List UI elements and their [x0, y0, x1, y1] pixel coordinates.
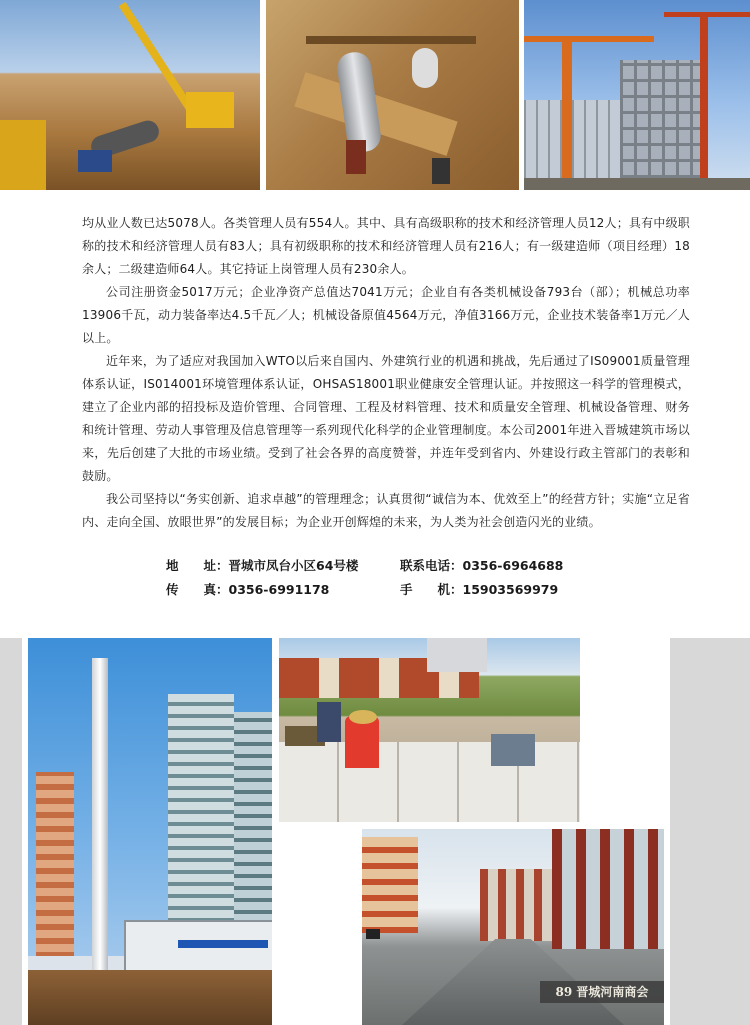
fax-label: 传 真： — [166, 582, 229, 597]
side-panel-right — [670, 638, 750, 1025]
photo-drilling-rig — [28, 638, 272, 1025]
mobile-value: 15903569979 — [462, 582, 559, 597]
phone-value: 0356-6964688 — [462, 558, 564, 573]
photo-tower-cranes-steel-frame — [524, 0, 750, 190]
contact-phone — [400, 556, 563, 574]
photo-new-street — [362, 829, 664, 1025]
side-panel-left — [0, 638, 22, 1025]
paragraph-certification: 近年来，为了适应对我国加入WTO以后来自国内、外建筑行业的机遇和挑战，先后通过了IS09001质量管理体系认证，IS014001环境管理体系认证，OHSAS18001职业健康安全管理认证。并按照这一科学的管理模式，建立了企业内部的招投标及造价管理、合同管理、工程及材料管理、技术和质量安全管理、机械设备管理、财务和统计管理、劳动人事管理及信息管理等一系列现代化科学的企业管理制度。本公司2001年进入晋城建筑市场以来，先后创建了大批的市场业绩。受到了社会各界的高度赞誉，并连年受到省内、外建设行政主管部门的表彰和鼓励。 — [82, 354, 690, 483]
page-number-footer: 89 晋城河南商会 — [540, 981, 664, 1003]
body-text — [82, 212, 690, 534]
photo-paving-workers — [279, 638, 580, 822]
contact-fax — [166, 580, 329, 598]
fax-value: 0356-6991178 — [228, 582, 330, 597]
paragraph-staff: 均从业人数已达5078人。各类管理人员有554人。其中、具有高级职称的技术和经济管理人员12人；具有中级职称的技术和经济管理人员有83人；具有初级职称的技术和经济管理人员有216人；有一级建造师（项目经理）18余人；二级建造师64人。其它持证上岗管理人员有230余人。 — [82, 216, 690, 276]
photo-trench-pipes — [266, 0, 519, 190]
phone-label: 联系电话： — [400, 558, 463, 573]
address-label: 地 址： — [166, 558, 229, 573]
photo-pipeline-excavator — [0, 0, 260, 190]
paragraph-capital: 公司注册资金5017万元；企业净资产总值达7041万元；企业自有各类机械设备793台（部）；机械总功率13906千瓦，动力装备率达4.5千瓦／人；机械设备原值4564万元，净值3166万元，企业技术装备率1万元／人以上。 — [82, 285, 690, 345]
address-value: 晋城市凤台小区64号楼 — [228, 558, 359, 573]
contact-mobile — [400, 580, 558, 598]
mobile-label: 手 机： — [400, 582, 463, 597]
contact-address — [166, 556, 358, 574]
paragraph-philosophy: 我公司坚持以“务实创新、追求卓越”的管理理念；认真贯彻“诚信为本、优效至上”的经营方针；实施“立足省内、走向全国、放眼世界”的发展目标；为企业开创辉煌的未来，为人类为社会创造闪光的业绩。 — [82, 492, 690, 529]
